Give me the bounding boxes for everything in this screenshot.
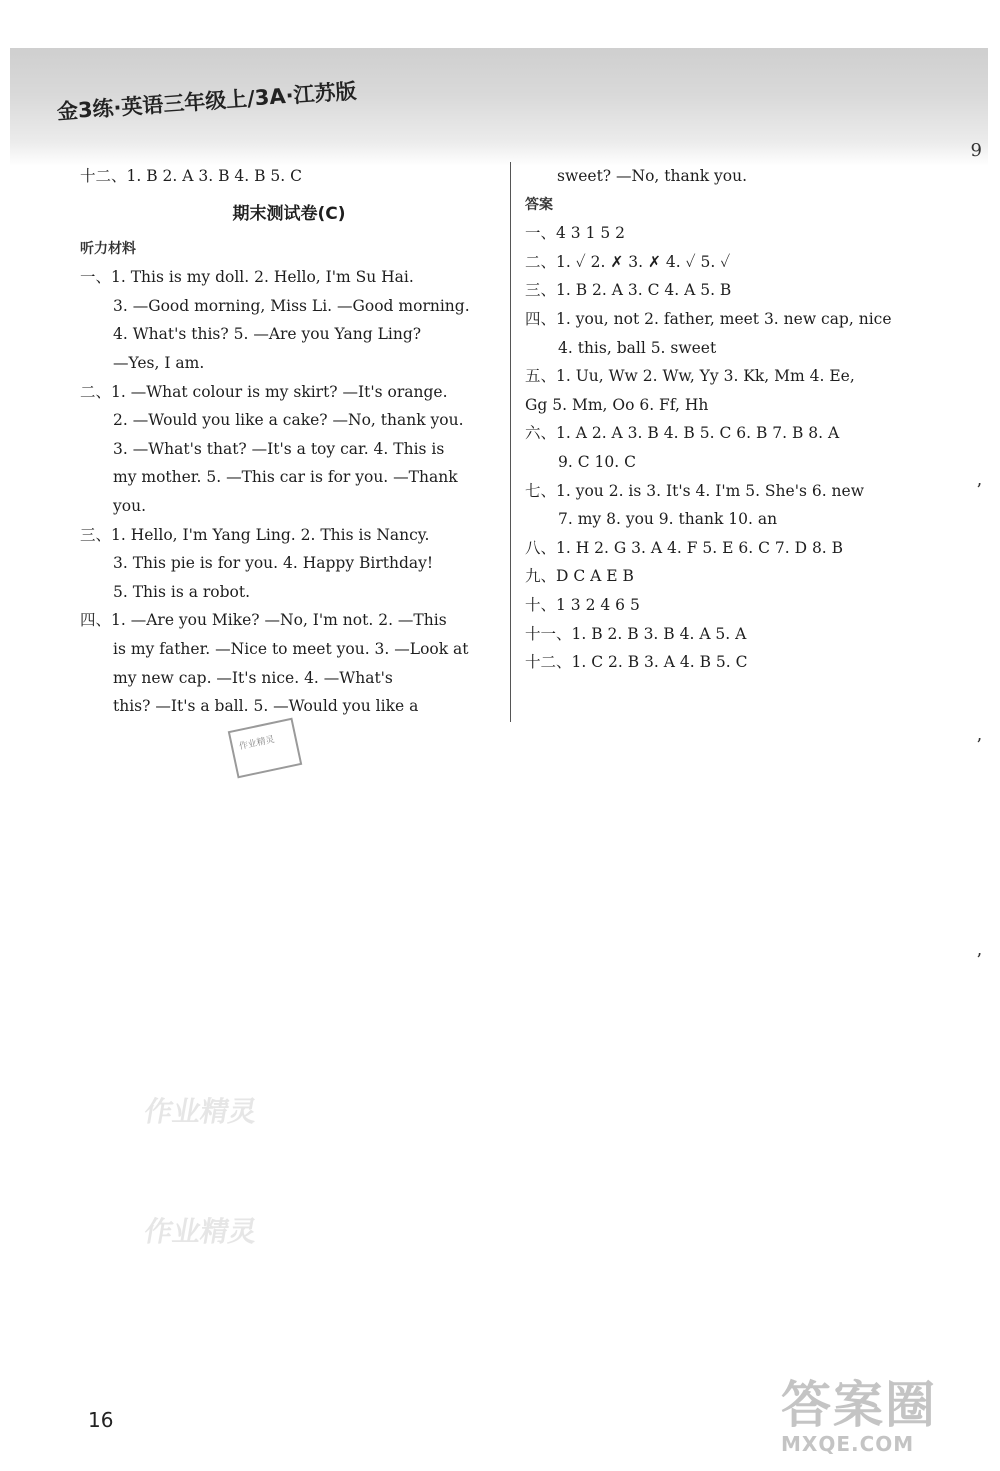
left-column: [80, 162, 498, 721]
left-line: is my father. —Nice to meet you. 3. —Look at: [113, 639, 469, 658]
page-number: 16: [88, 1408, 114, 1432]
left-line: my mother. 5. —This car is for you. —Thank: [113, 468, 458, 487]
right-column: [525, 162, 945, 677]
site-watermark-logo: [781, 1378, 986, 1464]
left-line: you.: [113, 496, 146, 515]
listening-label: 听力材料: [80, 240, 136, 257]
site-logo-url: MXQE.COM: [781, 1432, 915, 1456]
answers-label: 答案: [525, 196, 553, 213]
answer-line: 二、1. ✓ 2. ✗ 3. ✗ 4. ✓ 5. ✓: [525, 252, 731, 271]
edge-mark: ’: [976, 735, 982, 756]
watermark: 作业精灵: [141, 1095, 260, 1128]
answer-line: Gg 5. Mm, Oo 6. Ff, Hh: [525, 395, 709, 414]
site-logo-text: 答案圈: [781, 1376, 937, 1434]
left-line: 3. This pie is for you. 4. Happy Birthday!: [113, 554, 434, 573]
section-title: 期末测试卷(C): [232, 203, 346, 224]
left-line: my new cap. —It's nice. 4. —What's: [113, 668, 393, 687]
answer-line: 7. my 8. you 9. thank 10. an: [558, 510, 778, 529]
answer-line: 十一、1. B 2. B 3. B 4. A 5. A: [525, 624, 747, 643]
answer-line: 9. C 10. C: [558, 452, 636, 471]
book-title: 金3练·英语三年级上/3A·江苏版: [56, 79, 358, 125]
answer-line: 十二、1. C 2. B 3. A 4. B 5. C: [525, 653, 748, 672]
left-line: —Yes, I am.: [113, 353, 205, 372]
left-line: this? —It's a ball. 5. —Would you like a: [113, 697, 419, 716]
right-first-line: sweet? —No, thank you.: [557, 167, 748, 185]
column-divider: [510, 162, 511, 722]
answer-line: 十、1 3 2 4 6 5: [525, 595, 640, 614]
answer-line: 一、4 3 1 5 2: [525, 224, 626, 243]
edge-mark: ’: [976, 950, 982, 971]
answer-line: 九、D C A E B: [525, 567, 634, 586]
left-line: 四、1. —Are you Mike? —No, I'm not. 2. —This: [80, 611, 447, 630]
answer-line: 七、1. you 2. is 3. It's 4. I'm 5. She's 6. new: [525, 481, 864, 500]
left-line: 三、1. Hello, I'm Yang Ling. 2. This is Nancy.: [80, 525, 430, 544]
left-line: 3. —What's that? —It's a toy car. 4. This is: [113, 439, 445, 458]
stamp-text: 作业精灵: [238, 734, 276, 753]
left-line: 3. —Good morning, Miss Li. —Good morning.: [113, 296, 470, 315]
answer-line: 六、1. A 2. A 3. B 4. B 5. C 6. B 7. B 8. A: [525, 424, 840, 443]
left-line: 2. —Would you like a cake? —No, thank you.: [113, 411, 464, 430]
answer-line: 三、1. B 2. A 3. C 4. A 5. B: [525, 281, 732, 300]
left-line: 二、1. —What colour is my skirt? —It's orange.: [80, 382, 448, 401]
edge-mark: 9: [970, 140, 982, 161]
left-line: 一、1. This is my doll. 2. Hello, I'm Su Hai.: [80, 268, 414, 287]
edge-mark: ’: [976, 480, 982, 501]
answer-line: 4. this, ball 5. sweet: [558, 338, 717, 357]
left-line: 4. What's this? 5. —Are you Yang Ling?: [113, 325, 422, 344]
left-line: 5. This is a robot.: [113, 582, 251, 601]
answer-line: 八、1. H 2. G 3. A 4. F 5. E 6. C 7. D 8. B: [525, 538, 844, 557]
stamp-logo: [228, 718, 303, 779]
answer-line: 四、1. you, not 2. father, meet 3. new cap, nice: [525, 309, 892, 328]
left-first-line: 十二、1. B 2. A 3. B 4. B 5. C: [80, 167, 303, 185]
watermark: 作业精灵: [141, 1215, 260, 1248]
answer-line: 五、1. Uu, Ww 2. Ww, Yy 3. Kk, Mm 4. Ee,: [525, 367, 855, 386]
